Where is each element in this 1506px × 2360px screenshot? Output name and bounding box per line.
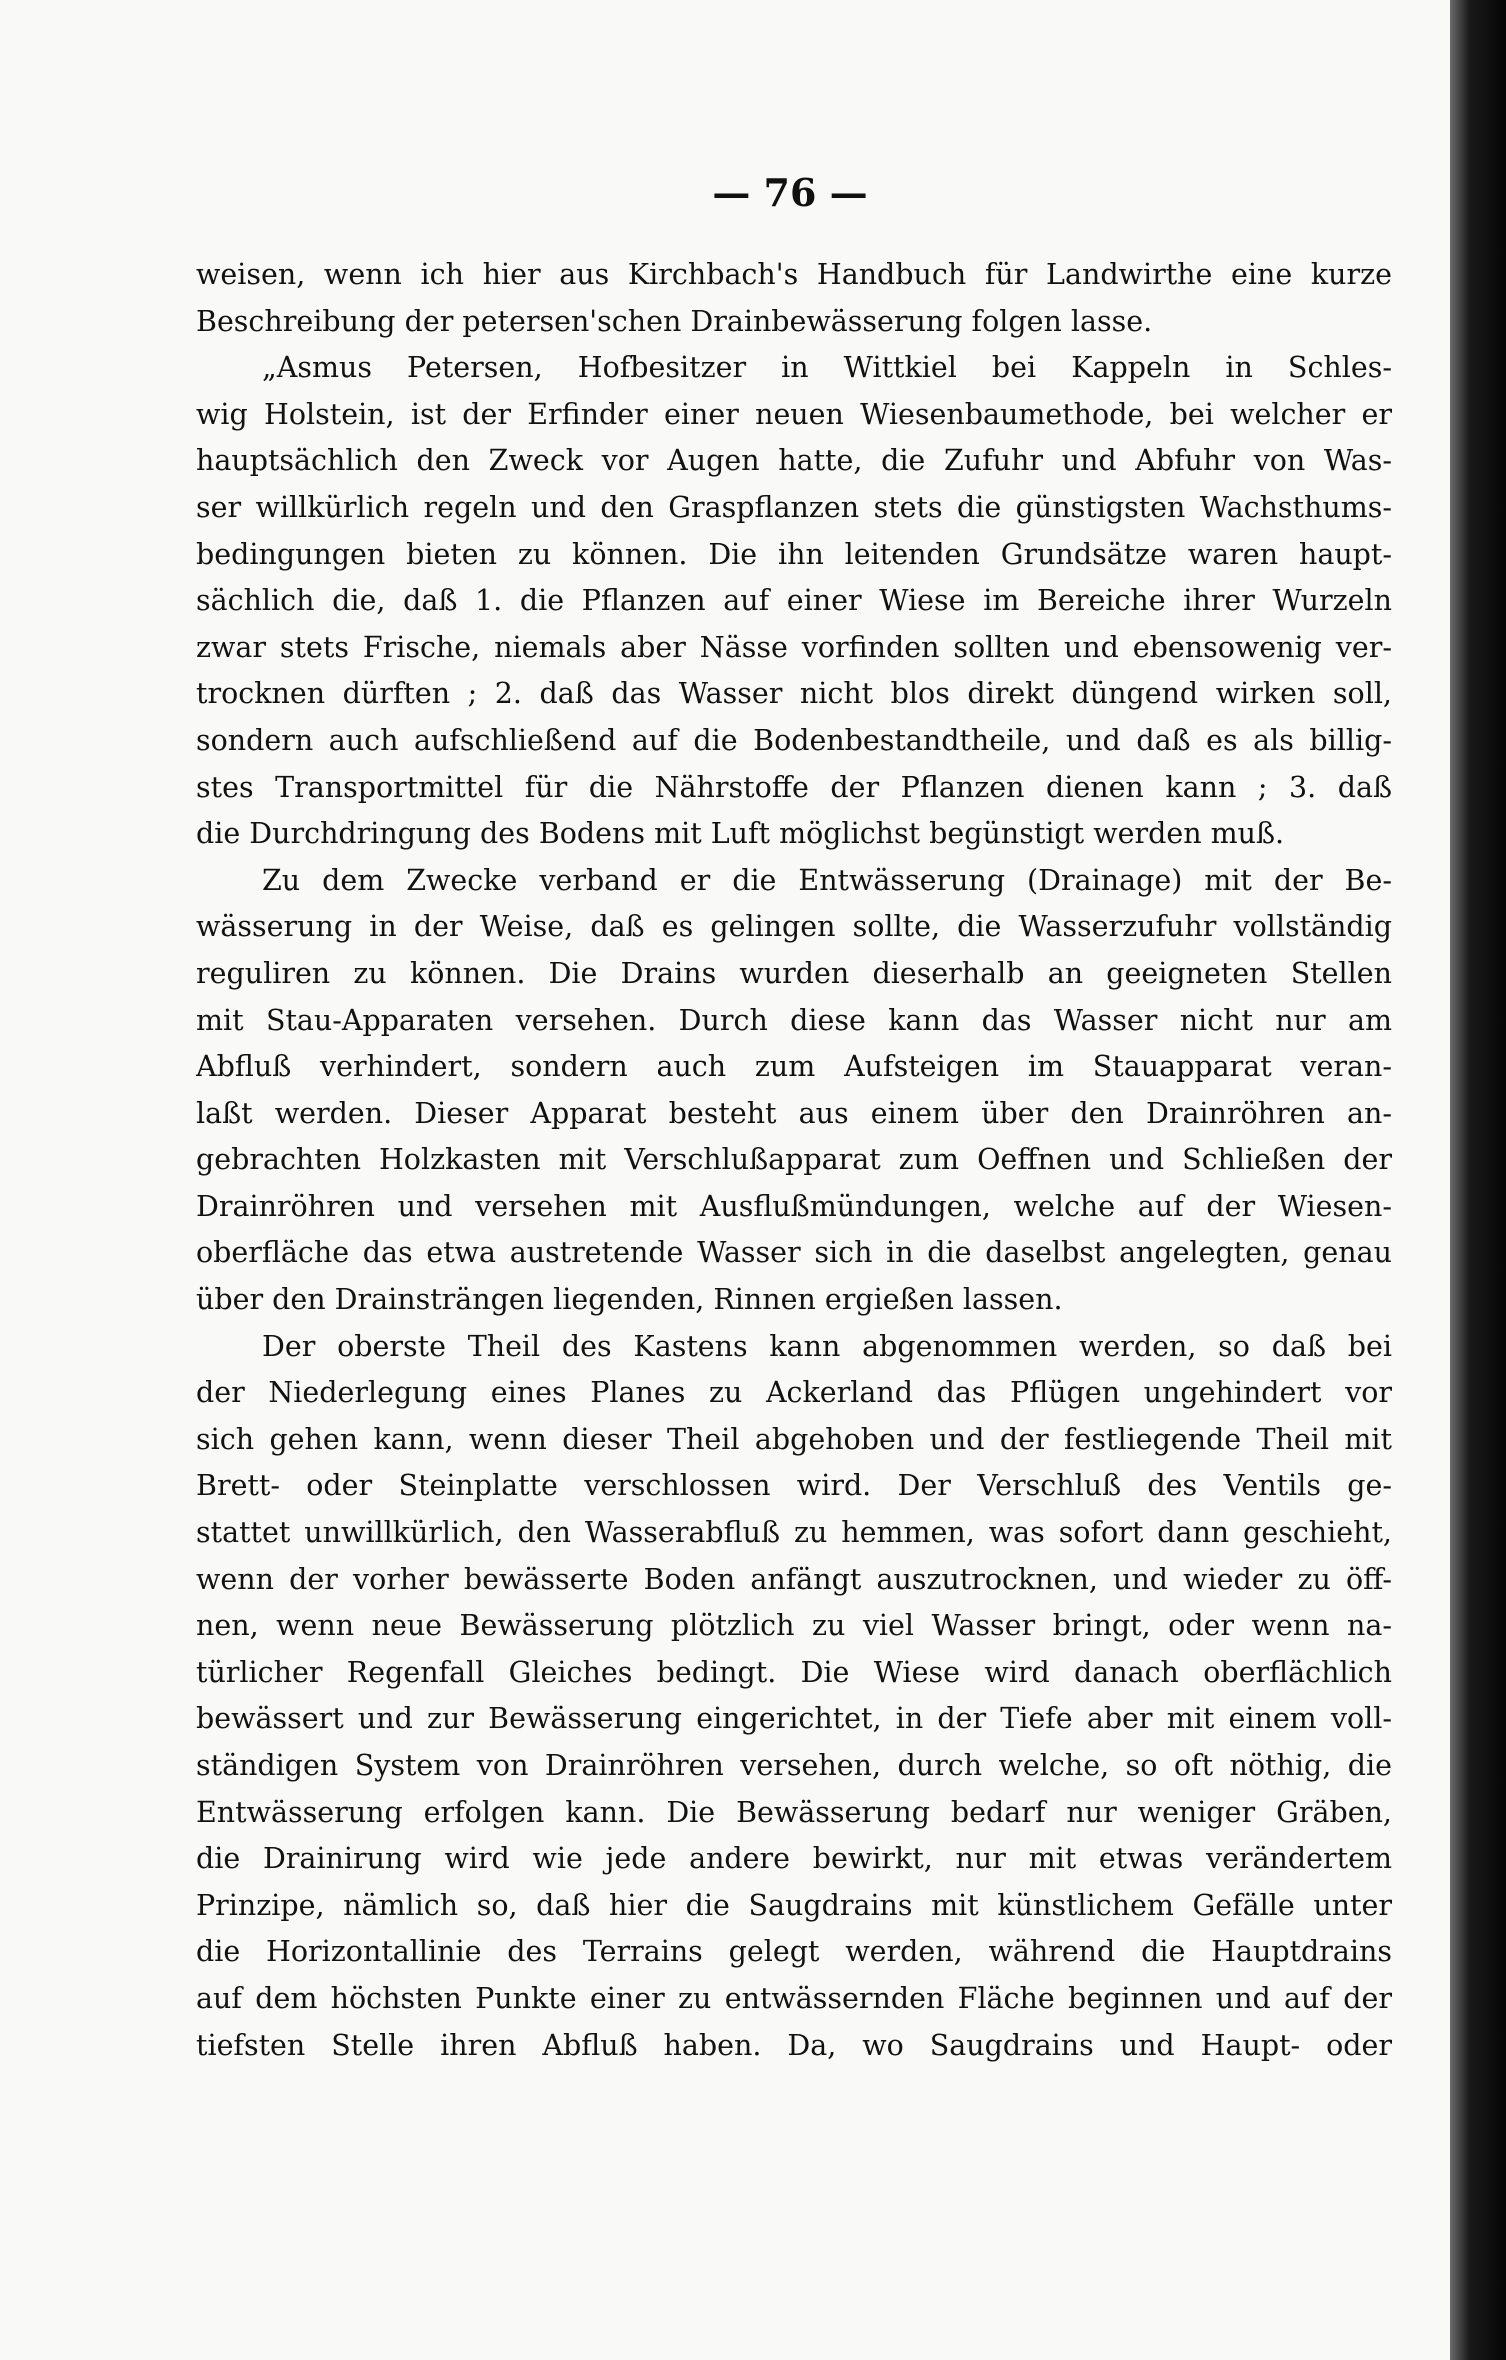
text-line: trocknen dürften ; 2. daß das Wasser nicht blos direkt düngend wirken soll, — [196, 677, 1392, 711]
text-line: türlicher Regenfall Gleiches bedingt. Die Wiese wird danach oberflächlich — [196, 1655, 1392, 1689]
text-line: hauptsächlich den Zweck vor Augen hatte, die Zufuhr und Abfuhr von Was- — [196, 444, 1392, 478]
text-line: Abfluß verhindert, sondern auch zum Aufsteigen im Stauapparat veran- — [196, 1050, 1392, 1084]
body-text — [196, 252, 1392, 2069]
text-line: über den Drainsträngen liegenden, Rinnen ergießen lassen. — [196, 1283, 1063, 1317]
text-line: tiefsten Stelle ihren Abfluß haben. Da, wo Saugdrains und Haupt- oder — [196, 2028, 1392, 2062]
text-line: Beschreibung der petersen'schen Drainbewässerung folgen lasse. — [196, 304, 1153, 338]
text-line: die Horizontallinie des Terrains gelegt werden, während die Hauptdrains — [196, 1935, 1392, 1969]
text-line: der Niederlegung eines Planes zu Ackerland das Pflügen ungehindert vor — [196, 1376, 1392, 1410]
text-line: Der oberste Theil des Kastens kann abgenommen werden, so daß bei — [262, 1329, 1392, 1363]
text-line: wässerung in der Weise, daß es gelingen sollte, die Wasserzufuhr vollständig — [196, 910, 1392, 944]
text-line: „Asmus Petersen, Hofbesitzer in Wittkiel bei Kappeln in Schles- — [262, 351, 1392, 385]
text-line: weisen, wenn ich hier aus Kirchbach's Handbuch für Landwirthe eine kurze — [196, 258, 1392, 291]
text-line: sich gehen kann, wenn dieser Theil abgehoben und der festliegende Theil mit — [196, 1422, 1392, 1456]
text-line: auf dem höchsten Punkte einer zu entwässernden Fläche beginnen und auf der — [196, 1981, 1392, 2015]
text-line: wenn der vorher bewässerte Boden anfängt auszutrocknen, und wieder zu öff- — [196, 1562, 1392, 1596]
page-number: — 76 — — [712, 170, 868, 215]
text-line: sächlich die, daß 1. die Pflanzen auf einer Wiese im Bereiche ihrer Wurzeln — [196, 584, 1392, 618]
text-line: ständigen System von Drainröhren versehen, durch welche, so oft nöthig, die — [196, 1749, 1392, 1782]
text-line: nen, wenn neue Bewässerung plötzlich zu viel Wasser bringt, oder wenn na- — [196, 1609, 1392, 1643]
text-line: gebrachten Holzkasten mit Verschlußapparat zum Oeffnen und Schließen der — [196, 1143, 1392, 1177]
text-line: wig Holstein, ist der Erfinder einer neuen Wiesenbaumethode, bei welcher er — [196, 397, 1392, 431]
text-line: zwar stets Frische, niemals aber Nässe vorfinden sollten und ebensowenig ver- — [196, 630, 1392, 664]
text-line: die Drainirung wird wie jede andere bewirkt, nur mit etwas verändertem — [196, 1842, 1392, 1876]
text-line: Zu dem Zwecke verband er die Entwässerung (Drainage) mit der Be- — [262, 863, 1392, 897]
text-line: laßt werden. Dieser Apparat besteht aus einem über den Drainröhren an- — [196, 1096, 1392, 1130]
text-line: Entwässerung erfolgen kann. Die Bewässerung bedarf nur weniger Gräben, — [196, 1795, 1392, 1829]
text-line: stes Transportmittel für die Nährstoffe der Pflanzen dienen kann ; 3. daß — [196, 770, 1392, 804]
text-line: mit Stau-Apparaten versehen. Durch diese kann das Wasser nicht nur am — [196, 1003, 1392, 1037]
text-line: Drainröhren und versehen mit Ausflußmündungen, welche auf der Wiesen- — [196, 1189, 1392, 1223]
text-line: Prinzipe, nämlich so, daß hier die Saugdrains mit künstlichem Gefälle unter — [196, 1888, 1392, 1922]
page-edge-shadow — [1450, 0, 1506, 2360]
text-line: oberfläche das etwa austretende Wasser sich in die daselbst angelegten, genau — [196, 1236, 1392, 1270]
text-line: sondern auch aufschließend auf die Bodenbestandtheile, und daß es als billig- — [196, 723, 1392, 757]
text-line: reguliren zu können. Die Drains wurden dieserhalb an geeigneten Stellen — [196, 956, 1392, 990]
text-line: die Durchdringung des Bodens mit Luft möglichst begünstigt werden muß. — [196, 817, 1285, 851]
text-line: bedingungen bieten zu können. Die ihn leitenden Grundsätze waren haupt- — [196, 537, 1392, 571]
text-line: ser willkürlich regeln und den Graspflanzen stets die günstigsten Wachsthums- — [196, 490, 1392, 524]
text-line: bewässert und zur Bewässerung eingerichtet, in der Tiefe aber mit einem voll- — [196, 1702, 1392, 1736]
text-line: stattet unwillkürlich, den Wasserabfluß zu hemmen, was sofort dann geschieht, — [196, 1516, 1392, 1550]
text-line: Brett- oder Steinplatte verschlossen wird. Der Verschluß des Ventils ge- — [196, 1469, 1392, 1503]
